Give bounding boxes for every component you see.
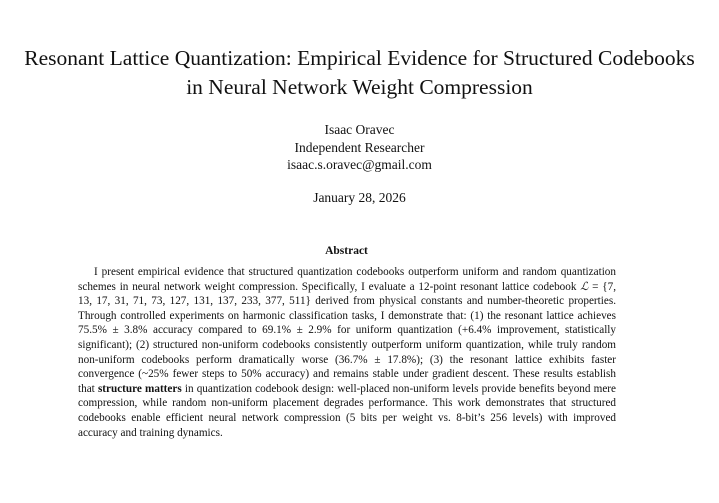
author-block xyxy=(0,121,719,174)
abstract-text-part2: = {7, 13, 17, 31, 71, 73, 127, 131, 137, 233, 377, 511} derived from physical constants and number-theoretic properties. Through controlled experiments on harmonic classification tasks, I demonstrate that: (1) the resonant lattice achieves 75.5% ± 3.8% accuracy compared to 69.1% ± 2.9% for uniform quantization (+6.4% improvement, statistically significant); (2) structured non-uniform codebooks consistently outperform uniform quantization, while truly random non-uniform codebooks perform dramatically worse (36.7% ± 17.8%); (3) the resonant lattice exhibits faster convergence (~25% fewer steps to 50% accuracy) and remains stable under gradient descent. These results establish that xyxy=(78,280,616,395)
author-name: Isaac Oravec xyxy=(324,122,395,137)
author-affiliation: Independent Researcher xyxy=(294,139,425,155)
paper-title: Resonant Lattice Quantization: Empirical Evidence for Structured Codebooks in Neural Network Weight Compression xyxy=(24,46,695,99)
paper-date: January 28, 2026 xyxy=(313,190,406,205)
abstract-bold-phrase: structure matters xyxy=(97,382,182,395)
abstract-heading: Abstract xyxy=(325,245,368,257)
author-email: isaac.s.oravec@gmail.com xyxy=(287,157,432,172)
abstract-math-symbol: ℒ xyxy=(580,280,589,293)
abstract-text-part1: I present empirical evidence that structured quantization codebooks outperform uniform and random quantization schemes in neural network weight compression. Specifically, I evaluate a 12-point resonant lattice codebook xyxy=(78,266,616,293)
abstract-body xyxy=(78,265,616,440)
abstract-text-part3: in quantization codebook design: well-placed non-uniform levels provide benefits beyond mere compression, while random non-uniform placement degrades performance. This work demonstrates that structured codebooks enable efficient neural network compression (5 bits per weight vs. 8-bit’s 256 levels) with improved accuracy and training dynamics. xyxy=(78,382,617,439)
